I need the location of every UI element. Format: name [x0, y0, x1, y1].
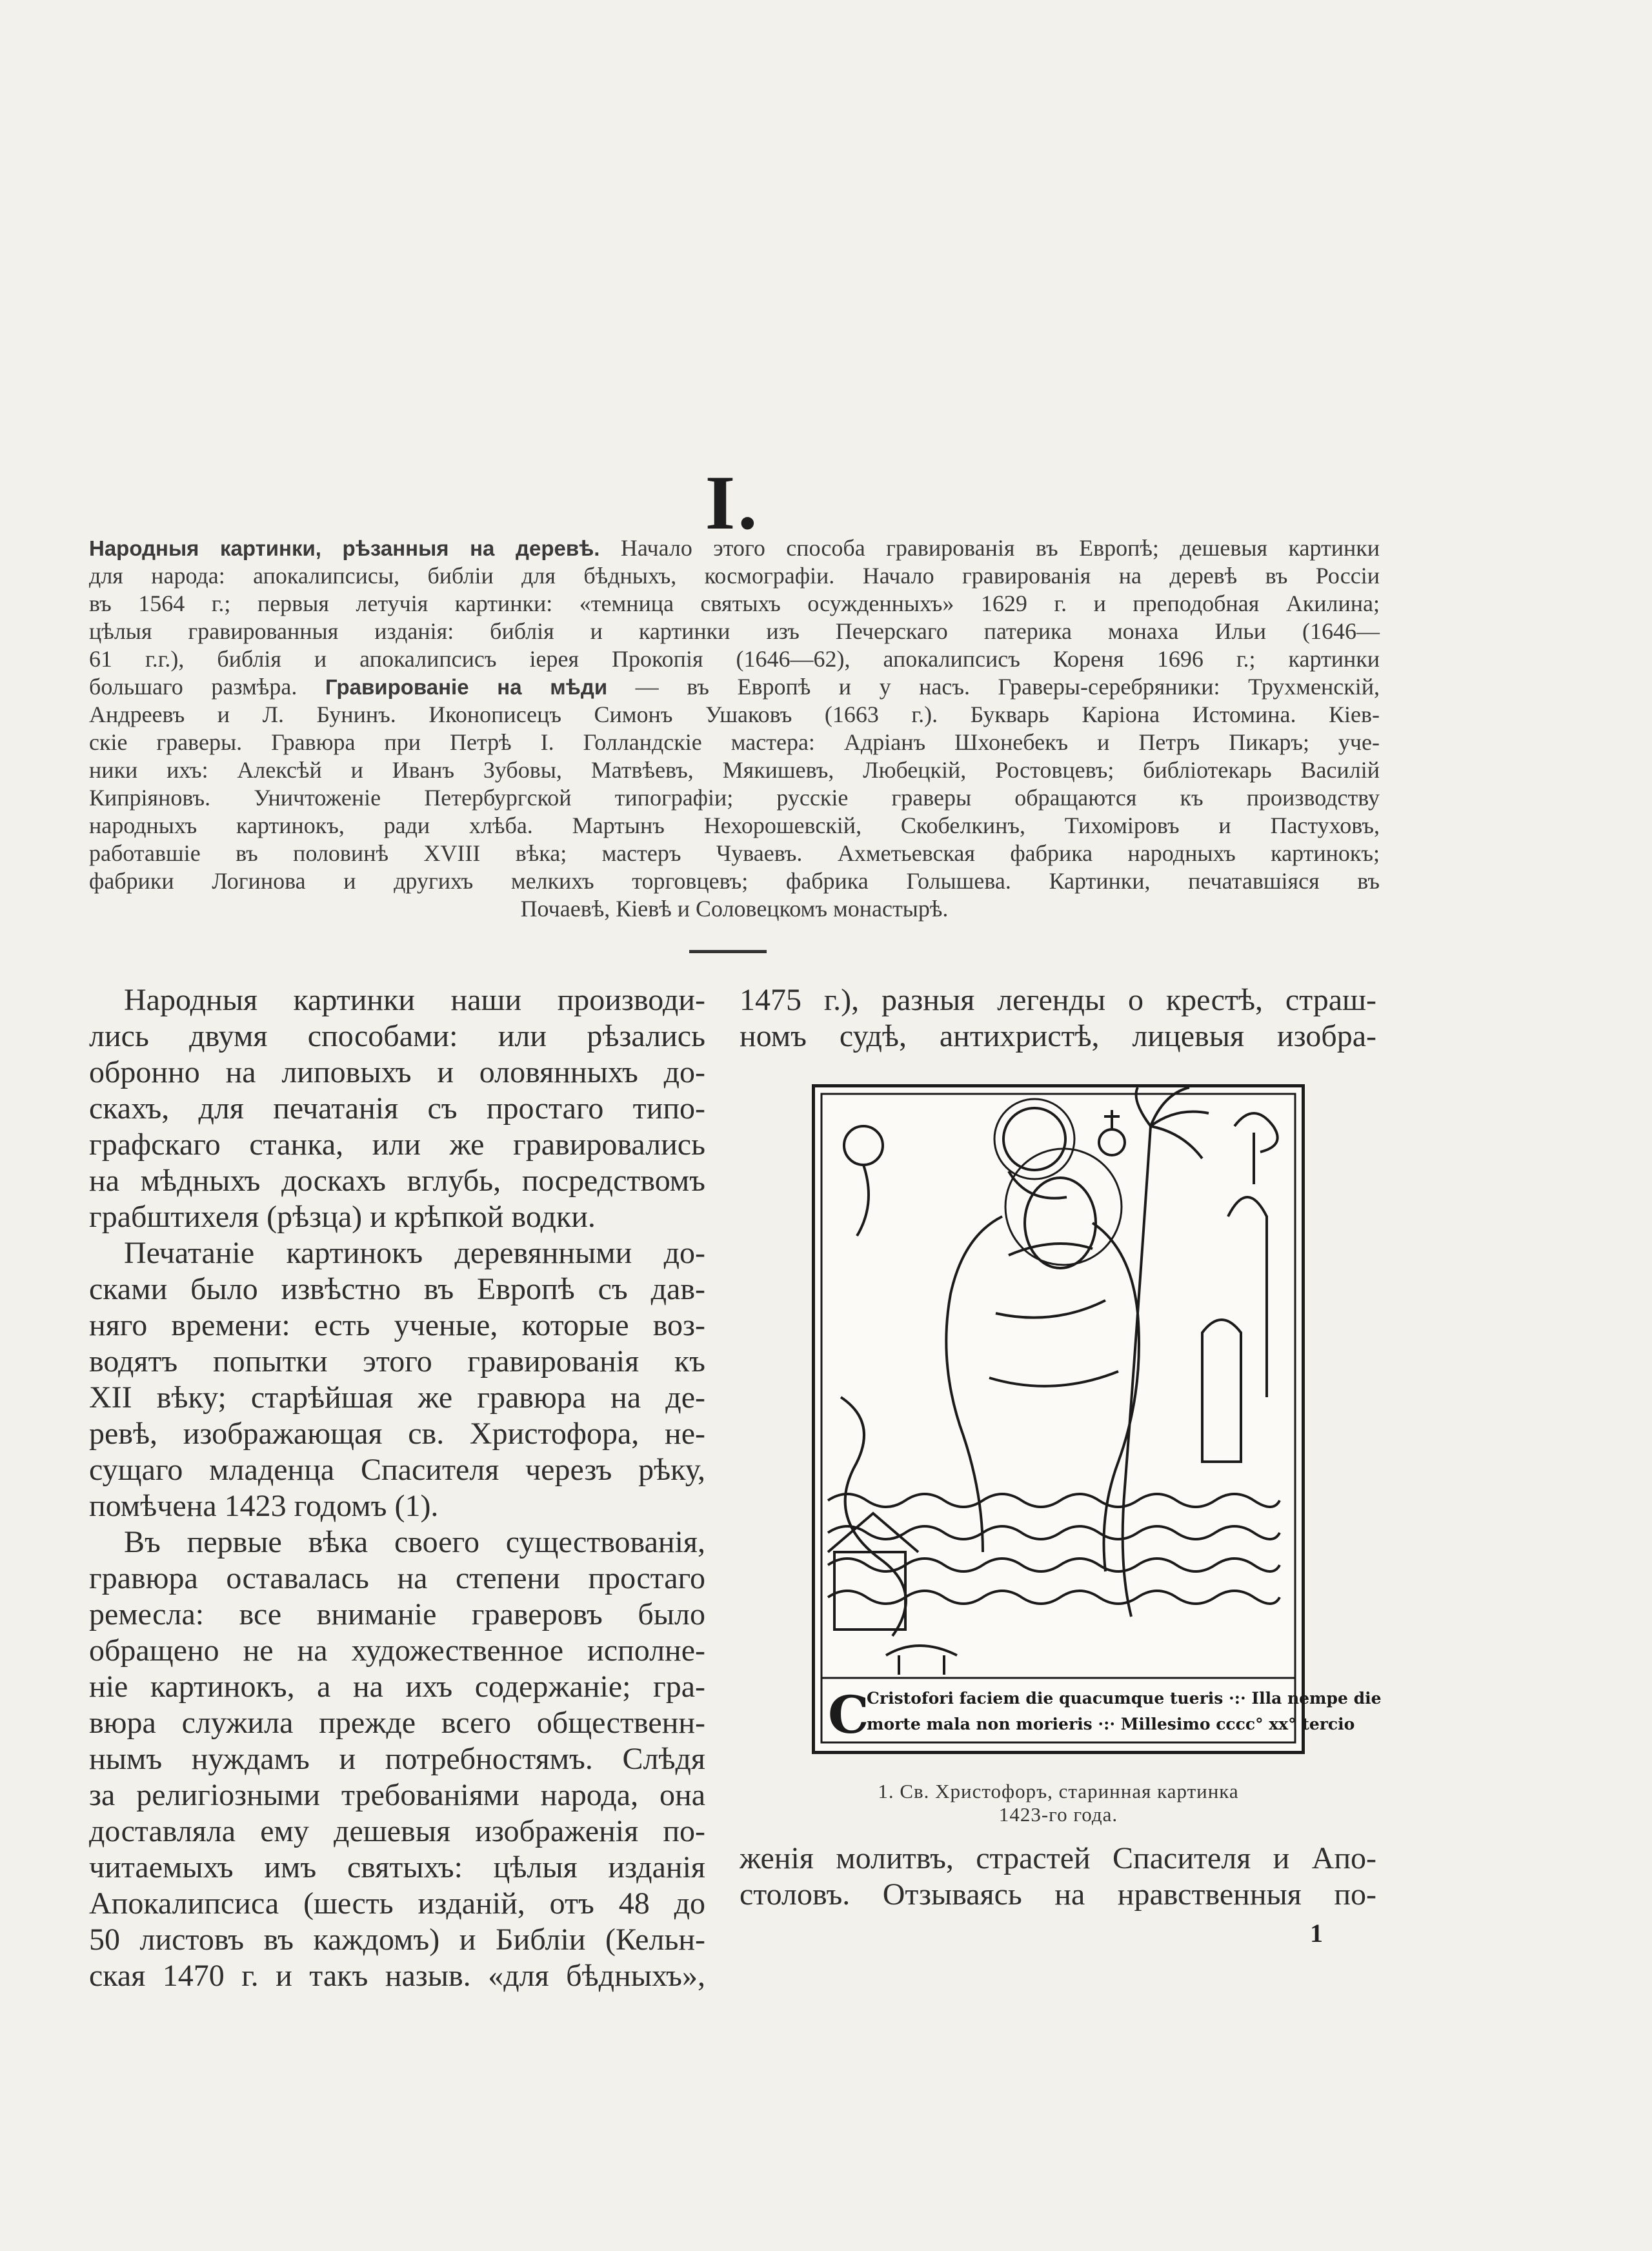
body-line: 50 листовъ въ каждомъ) и Библіи (Кельн-	[89, 1923, 705, 1957]
body-line: ніе картинокъ, а на ихъ содержаніе; гра-	[89, 1670, 705, 1704]
summary-line: цѣлыя гравированныя изданія: библія и картинки изъ Печерскаго патерика монаха Ильи (1646—	[89, 618, 1380, 644]
summary-line: ники ихъ: Алексѣй и Иванъ Зубовы, Матвѣевъ, Мякишевъ, Любецкій, Ростовцевъ; библіотекарь Василій	[89, 757, 1380, 783]
body-line: 1475 г.), разныя легенды о крестѣ, страш-	[740, 983, 1376, 1017]
body-line: сущаго младенца Спасителя черезъ рѣку,	[89, 1453, 705, 1487]
body-line: Народныя картинки наши производи-	[124, 983, 705, 1017]
body-line: помѣчена 1423 годомъ (1).	[89, 1489, 439, 1523]
section-divider	[689, 950, 767, 953]
summary-line: большаго размѣра. Гравированіе на мѣди — въ Европѣ и у насъ. Граверы-серебряники: Трухменскій,	[89, 674, 1380, 700]
summary-heading-copper: Гравированіе на мѣди	[297, 675, 608, 699]
body-line: за религіозными требованіями народа, она	[89, 1778, 705, 1812]
body-line: Печатаніе картинокъ деревянными до-	[124, 1236, 705, 1270]
body-line: ревѣ, изображающая св. Христофора, не-	[89, 1417, 705, 1451]
body-line: читаемыхъ имъ святыхъ: цѣлыя изданія	[89, 1850, 705, 1884]
svg-text:C: C	[828, 1684, 869, 1745]
body-line: водятъ попытки этого гравированія къ	[89, 1344, 705, 1378]
body-line: XII вѣку; старѣйшая же гравюра на де-	[89, 1380, 705, 1415]
body-line: скахъ, для печатанія съ простаго типо-	[89, 1091, 705, 1126]
figure-caption-line-1: 1. Св. Христофоръ, старинная картинка	[878, 1780, 1239, 1802]
body-line: доставляла ему дешевыя изображенія по-	[89, 1814, 705, 1848]
summary-line: Андреевъ и Л. Бунинъ. Иконописецъ Симонъ Ушаковъ (1663 г.). Букварь Каріона Истомина. Кіев-	[89, 702, 1380, 727]
body-line: на мѣдныхъ доскахъ вглубь, посредствомъ	[89, 1164, 705, 1198]
body-line: няго времени: есть ученые, которые воз-	[89, 1308, 705, 1342]
right-column-bottom	[740, 1841, 1376, 1913]
figure-caption-line-2: 1423-го года.	[998, 1803, 1118, 1826]
body-line: вюра служила прежде всего общественн-	[89, 1706, 705, 1740]
summary-line: 61 г.г.), библія и апокалипсисъ іерея Прокопія (1646—62), апокалипсисъ Кореня 1696 г.; картинки	[89, 646, 1380, 672]
page-number: 1	[1310, 1919, 1323, 1948]
body-line: сками было извѣстно въ Европѣ съ дав-	[89, 1272, 705, 1306]
chapter-summary	[89, 534, 1380, 923]
body-line: обращено не на художественное исполне-	[89, 1633, 705, 1668]
summary-line: народныхъ картинокъ, ради хлѣба. Мартынъ Нехорошевскій, Скобелкинъ, Тихоміровъ и Пастуховъ,	[89, 813, 1380, 838]
body-line: ская 1470 г. и такъ назыв. «для бѣдныхъ»,	[89, 1959, 705, 1993]
left-column	[89, 982, 705, 1994]
body-line: Апокалипсиса (шесть изданій, отъ 48 до	[89, 1886, 705, 1921]
body-line: лись двумя способами: или рѣзались	[89, 1019, 705, 1053]
figure-caption	[800, 1780, 1316, 1826]
summary-line: фабрики Логинова и другихъ мелкихъ торговцевъ; фабрика Голышева. Картинки, печатавшіяся въ	[89, 868, 1380, 894]
body-line: номъ судѣ, антихристѣ, лицевыя изобра-	[740, 1019, 1376, 1053]
woodcut-illustration	[815, 1087, 1382, 1751]
summary-line: Народныя картинки, рѣзанныя на деревѣ. Начало этого способа гравированія въ Европѣ; дешевыя картинки	[89, 535, 1380, 561]
body-line: нымъ нуждамъ и потребностямъ. Слѣдя	[89, 1742, 705, 1776]
inscription-line-1: Cristofori faciem die quacumque tueris ·:· Illa nempe die	[867, 1689, 1382, 1708]
body-line: грабштихеля (рѣзца) и крѣпкой водки.	[89, 1200, 596, 1234]
inscription-line-2: morte mala non morieris ·:· Millesimo cccc° xx° tercio	[867, 1715, 1355, 1733]
body-line: женія молитвъ, страстей Спасителя и Апо-	[740, 1841, 1376, 1875]
summary-line: въ 1564 г.; первыя летучія картинки: «темница святыхъ осужденныхъ» 1629 г. и преподобная Акилина;	[89, 591, 1380, 616]
body-line: гравюра оставалась на степени простаго	[89, 1561, 705, 1595]
body-line: Въ первые вѣка своего существованія,	[124, 1525, 705, 1559]
body-line: обронно на липовыхъ и оловянныхъ до-	[89, 1055, 705, 1089]
chapter-numeral: I.	[705, 459, 760, 545]
summary-line: Кипріяновъ. Уничтоженіе Петербургской типографіи; русскіе граверы обращаются къ производству	[89, 785, 1380, 811]
summary-line: работавшіе въ половинѣ XVIII вѣка; мастеръ Чуваевъ. Ахметьевская фабрика народныхъ картинокъ;	[89, 840, 1380, 866]
body-line: столовъ. Отзываясь на нравственныя по-	[740, 1877, 1376, 1912]
summary-line: Почаевѣ, Кіевѣ и Соловецкомъ монастырѣ.	[520, 896, 949, 922]
summary-line: для народа: апокалипсисы, библіи для бѣдныхъ, космографіи. Начало гравированія на деревѣ въ Россіи	[89, 563, 1380, 589]
right-column-top	[740, 982, 1376, 1055]
summary-line: скіе граверы. Гравюра при Петрѣ I. Голландскіе мастера: Адріанъ Шхонебекъ и Петръ Пикаръ; уче-	[89, 729, 1380, 755]
woodcut-st-christopher	[812, 1084, 1382, 1754]
body-line: ремесла: все вниманіе граверовъ было	[89, 1597, 705, 1631]
summary-heading-woodcut: Народныя картинки, рѣзанныя на деревѣ.	[89, 536, 600, 560]
body-line: графскаго станка, или же гравировались	[89, 1127, 705, 1162]
